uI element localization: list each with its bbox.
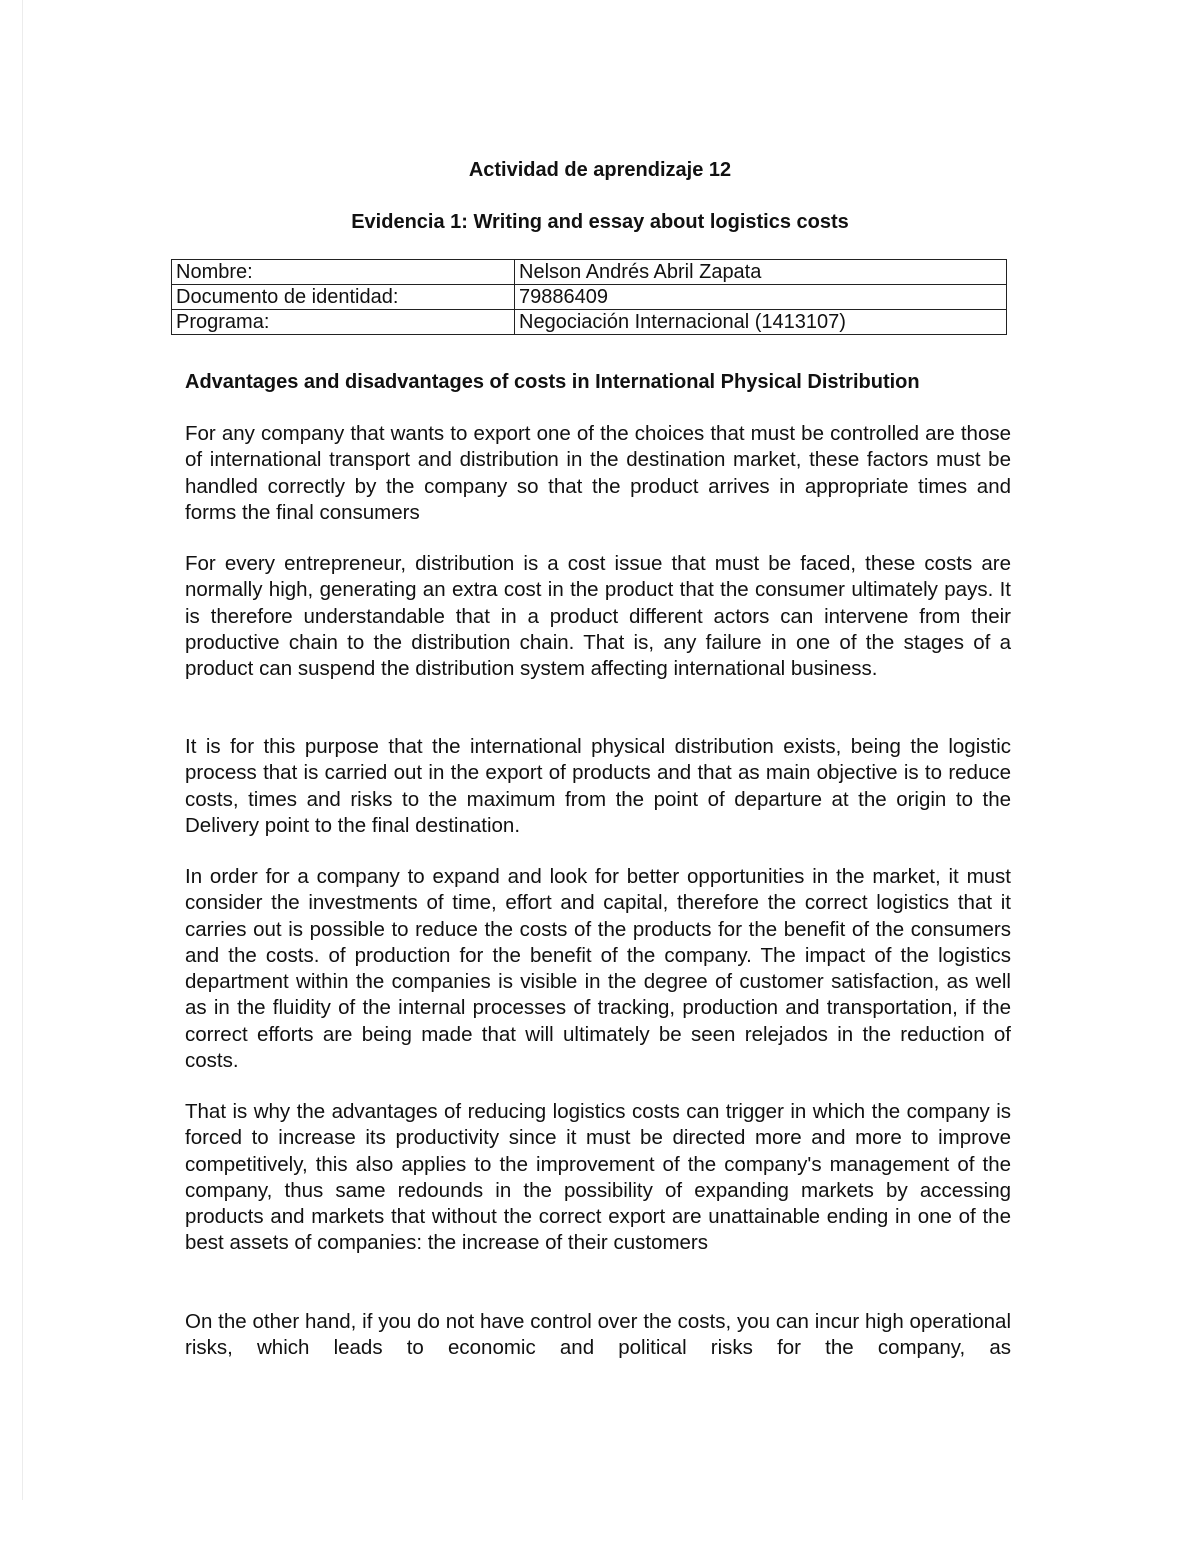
table-value-program: Negociación Internacional (1413107) bbox=[515, 310, 1007, 335]
table-row bbox=[172, 310, 1007, 335]
table-value-id: 79886409 bbox=[515, 285, 1007, 310]
section-heading: Advantages and disadvantages of costs in International Physical Distribution bbox=[185, 371, 920, 393]
paragraph-4: In order for a company to expand and look for better opportunities in the market, it must consider the investments of time, effort and capital, therefore the correct logistics that it carries out is possible to reduce the costs of the products for the benefit of the consumers and the costs. of production for the benefit of the company. The impact of the logistics department within the companies is visible in the degree of customer satisfaction, as well as in the fluidity of the internal processes of tracking, production and transportation, if the correct efforts are being made that will ultimately be seen relejados in the reduction of costs. bbox=[185, 865, 1011, 1073]
paragraph-3: It is for this purpose that the international physical distribution exists, being the logistic process that is carried out in the export of products and that as main objective is to reduce costs, times and risks to the maximum from the point of departure at the origin to the Delivery point to the final destination. bbox=[185, 735, 1011, 837]
paragraph-6: On the other hand, if you do not have control over the costs, you can incur high operational risks, which leads to economic and political risks for the company, as bbox=[185, 1310, 1011, 1360]
document-subtitle: Evidencia 1: Writing and essay about logistics costs bbox=[351, 211, 849, 233]
paragraph-5: That is why the advantages of reducing logistics costs can trigger in which the company is forced to increase its productivity since it must be directed more and more to improve competitively, this also applies to the improvement of the company's management of the company, thus same redounds in the possibility of expanding markets by accessing products and markets that without the correct export are unattainable ending in one of the best assets of companies: the increase of their customers bbox=[185, 1100, 1011, 1255]
student-info-table bbox=[171, 259, 1007, 335]
table-label-id: Documento de identidad: bbox=[172, 285, 515, 310]
paragraph-2: For every entrepreneur, distribution is a cost issue that must be faced, these costs are normally high, generating an extra cost in the product that the consumer ultimately pays. It is therefore understandable that in a product different actors can intervene from their productive chain to the distribution chain. That is, any failure in one of the stages of a product can suspend the distribution system affecting international business. bbox=[185, 552, 1011, 681]
paragraph-1: For any company that wants to export one of the choices that must be controlled are those of international transport and distribution in the destination market, these factors must be handled correctly by the company so that the product arrives in appropriate times and forms the final consumers bbox=[185, 422, 1011, 524]
table-label-name: Nombre: bbox=[172, 260, 515, 285]
document-title: Actividad de aprendizaje 12 bbox=[468, 159, 732, 181]
table-row bbox=[172, 285, 1007, 310]
table-value-name: Nelson Andrés Abril Zapata bbox=[515, 260, 1007, 285]
table-label-program: Programa: bbox=[172, 310, 515, 335]
table-row bbox=[172, 260, 1007, 285]
